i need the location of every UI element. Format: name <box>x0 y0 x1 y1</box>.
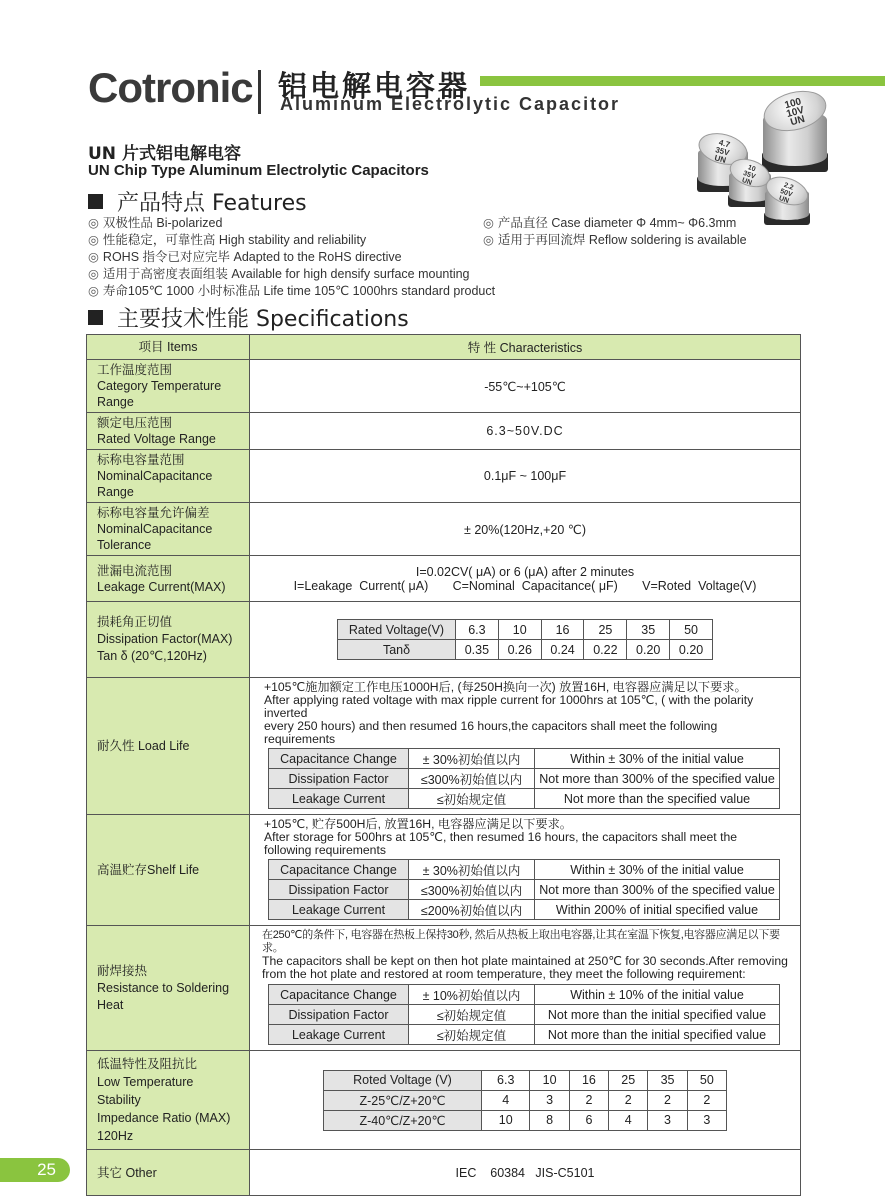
capacitor-image-100uf: 100 10V UN <box>758 90 832 174</box>
row-label-load-life: 耐久性 Load Life <box>87 678 250 815</box>
feature-item: ◎ 适用于高密度表面组装 Available for high densify surface mounting <box>88 267 470 281</box>
header-accent-bar <box>480 76 885 86</box>
col-header-characteristics: 特 性 Characteristics <box>250 335 801 360</box>
row-label-voltage: 额定电压范围 Rated Voltage Range <box>87 413 250 450</box>
row-label-dissipation: 损耗角正切值 Dissipation Factor(MAX) Tan δ (20℃,120Hz) <box>87 602 250 678</box>
capacitor-image-2-2uf: 2.2 50V UN <box>762 176 812 226</box>
features-left-list <box>88 215 495 300</box>
specifications-table <box>86 334 801 1196</box>
page-number: 25 <box>0 1158 70 1182</box>
table-row <box>87 450 801 503</box>
col-header-items: 项目 Items <box>87 335 250 360</box>
table-row <box>87 360 801 413</box>
feature-item: ◎ 性能稳定，可靠性高 High stability and reliability <box>88 233 367 247</box>
row-value-capacitance: 0.1μF ~ 100μF <box>250 450 801 503</box>
capacitor-image-10uf: 10 35V UN <box>726 158 774 208</box>
table-row <box>87 556 801 602</box>
table-row <box>87 503 801 556</box>
table-row <box>87 602 801 678</box>
row-label-temperature: 工作温度范围 Category Temperature Range <box>87 360 250 413</box>
row-value-voltage: 6.3~50V.DC <box>250 413 801 450</box>
row-value-low-temp <box>250 1051 801 1150</box>
low-temp-subtable: Roted Voltage (V) 6.3 10 16 25 35 50 Z-25℃/Z+20℃ 4 3 2 2 2 2 Z-40℃/Z+20℃ 10 8 6 4 3 3 <box>323 1070 727 1131</box>
brand-logo: Cotronic <box>88 64 253 111</box>
load-life-subtable: Capacitance Change ± 30%初始值以内 Within ± 30% of the initial value Dissipation Factor ≤300%初始值以内 Not more than 300% of the specified value Leakage Current ≤初始规定值 Not more than the specified value <box>268 748 780 809</box>
feature-item: ◎ 双极性品 Bi-polarized <box>88 216 223 230</box>
row-value-tolerance: ± 20%(120Hz,+20 ℃) <box>250 503 801 556</box>
row-value-leakage: I=0.02CV( μA) or 6 (μA) after 2 minutes I=Leakage Current( μA) C=Nominal Capacitance( μF) V=Roted Voltage(V) <box>250 556 801 602</box>
feature-item: ◎ 产品直径 Case diameter Φ 4mm~ Φ6.3mm <box>483 216 737 230</box>
logo-divider <box>258 70 261 114</box>
row-label-shelf-life: 高温贮存Shelf Life <box>87 815 250 926</box>
capacitor-image-4-7uf: 4.7 35V UN <box>694 132 752 194</box>
table-row <box>87 815 801 926</box>
table-row <box>87 926 801 1051</box>
row-label-soldering: 耐焊接热 Resistance to Soldering Heat <box>87 926 250 1051</box>
row-label-other: 其它 Other <box>87 1150 250 1196</box>
table-row <box>87 1150 801 1196</box>
row-label-capacitance: 标称电容量范围 NominalCapacitance Range <box>87 450 250 503</box>
header-title-cn: 铝电解电容器 <box>278 69 471 103</box>
soldering-subtable: Capacitance Change ± 10%初始值以内 Within ± 10% of the initial value Dissipation Factor ≤初始规定值 Not more than the initial specified value Leakage Current ≤初始规定值 Not more than the initial specified value <box>268 984 780 1045</box>
feature-item: ◎ 适用于再回流焊 Reflow soldering is available <box>483 233 747 247</box>
row-value-shelf-life: +105℃, 贮存500H后, 放置16H, 电容器应满足以下要求。 After storage for 500hrs at 105℃, then resumed 16 hours, the capacitors shall meet the following requirements Capacitance Change ± 30%初始值以内 Within ± 30% of the initial value Dissipation Factor ≤300%初始值以内 Not more than 300% of the specified value Leakage Current ≤200%初始值以内 Within 200% of initial specified value <box>250 815 801 926</box>
header-title-en: Aluminum Electrolytic Capacitor <box>280 94 621 114</box>
row-value-temperature: -55℃~+105℃ <box>250 360 801 413</box>
row-value-soldering: 在250℃的条件下, 电容器在热板上保持30秒, 然后从热板上取出电容器,让其在室温下恢复,电容器应满足以下要求。 The capacitors shall be kept on then hot plate maintained at 250℃ for 30 seconds.After removing from the hot plate and restored at room temperature, they meet the following requirement: Capacitance Change ± 10%初始值以内 Within ± 10% of the initial value Dissipation Factor ≤初始规定值 Not more than the initial specified value Leakage Current ≤初始规定值 Not more than the initial specified value <box>250 926 801 1051</box>
features-right-list <box>483 215 747 249</box>
table-row <box>87 1051 801 1150</box>
feature-item: ◎ 寿命105℃ 1000 小时标准品 Life time 105℃ 1000hrs standard product <box>88 284 496 298</box>
product-title-cn: UN 片式铝电解电容 <box>88 144 241 164</box>
table-row <box>87 678 801 815</box>
dissipation-subtable: Rated Voltage(V) 6.3 10 16 25 35 50 Tanδ 0.35 0.26 0.24 0.22 0.20 0.20 <box>337 619 713 660</box>
row-label-leakage: 泄漏电流范围 Leakage Current(MAX) <box>87 556 250 602</box>
table-header-row <box>87 335 801 360</box>
table-row <box>87 413 801 450</box>
feature-item: ◎ ROHS 指令已对应完毕 Adapted to the RoHS directive <box>88 250 402 264</box>
row-value-dissipation <box>250 602 801 678</box>
row-value-load-life: +105℃施加额定工作电压1000H后, (每250H换向一次) 放置16H, 电容器应满足以下要求。 After applying rated voltage with max ripple current for 1000hrs at 105℃, ( with the polarity inverted every 250 hours) and then resumed 16 hours,the capacitors shall meet the following requirements Capacitance Change ± 30%初始值以内 Within ± 30% of the initial value Dissipation Factor ≤300%初始值以内 Not more than 300% of the specified value Leakage Current ≤初始规定值 Not more than the specified value <box>250 678 801 815</box>
row-label-tolerance: 标称电容量允许偏差 NominalCapacitance Tolerance <box>87 503 250 556</box>
row-label-low-temp: 低温特性及阻抗比 Low Temperature Stability Impedance Ratio (MAX) 120Hz <box>87 1051 250 1150</box>
row-value-other: IEC 60384 JIS-C5101 <box>250 1150 801 1196</box>
features-heading: 产品特点 Features <box>88 186 307 217</box>
specifications-heading: 主要技术性能 Specifications <box>88 302 409 333</box>
shelf-life-subtable: Capacitance Change ± 30%初始值以内 Within ± 30% of the initial value Dissipation Factor ≤300%初始值以内 Not more than 300% of the specified value Leakage Current ≤200%初始值以内 Within 200% of initial specified value <box>268 859 780 920</box>
product-title-en: UN Chip Type Aluminum Electrolytic Capacitors <box>88 162 429 179</box>
